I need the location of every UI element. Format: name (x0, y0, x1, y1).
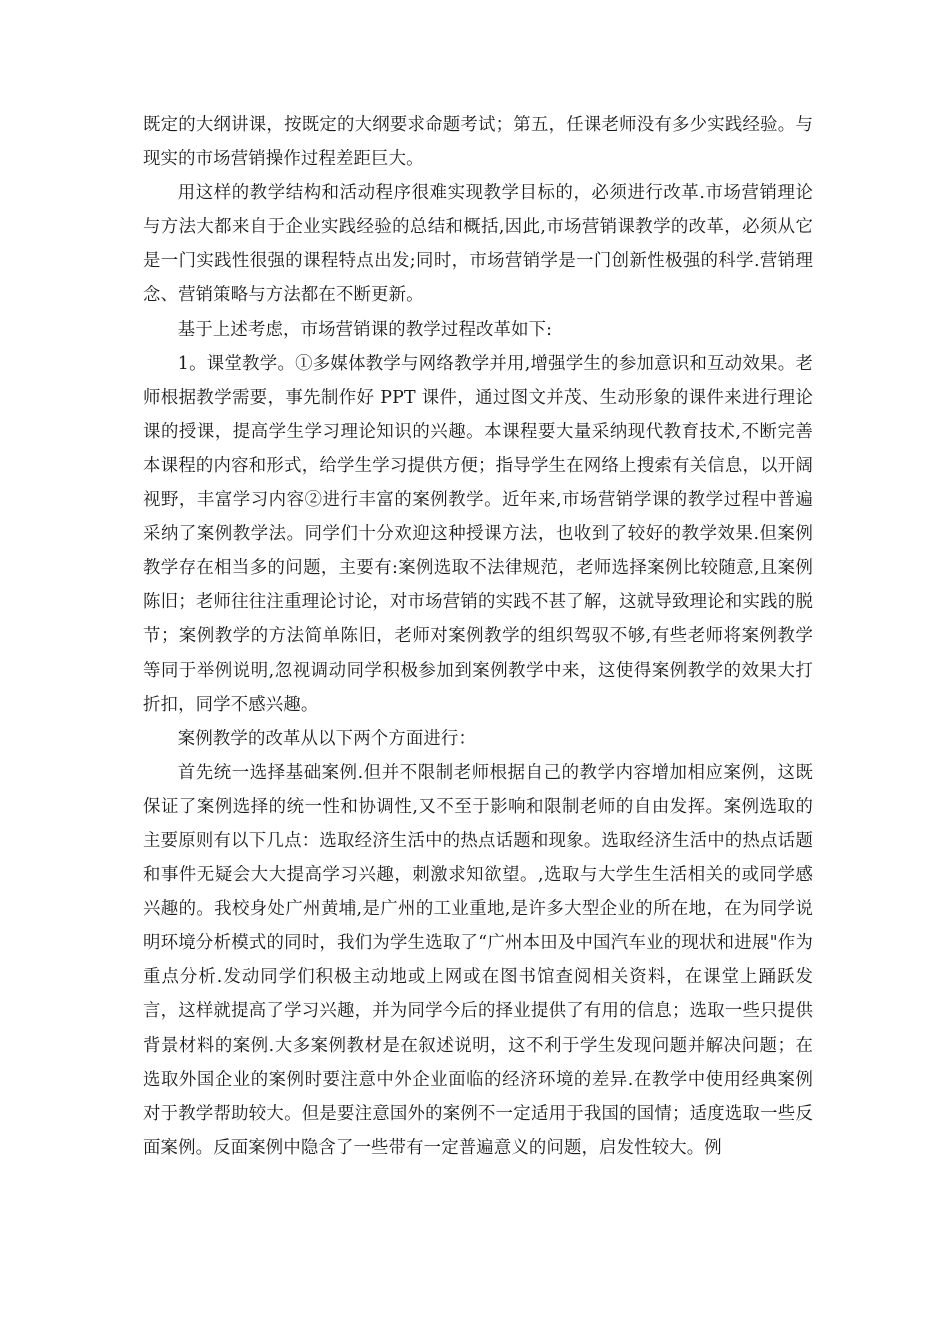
paragraph-5: 案例教学的改革从以下两个方面进行： (177, 728, 476, 749)
paragraph-6: 首先统一选择基础案例.但并不限制老师根据自己的教学内容增加相应案例，这既保证了案例选择的统一性和协调性,又不至于影响和限制老师的自由发挥。案例选取的主要原则有以下几点：选取经济生活中的热点话题和现象。选取经济生活中的热点话题和事件无疑会大大提高学习兴趣，刺激求知欲望。,选取与大学生生活相关的或同学感兴趣的。我校身处广州黄埔,是广州的工业重地,是许多大型企业的所在地，在为同学说明环境分析模式的同时，我们为学生选取了“广州本田及中国汽车业的现状和进展"作为重点分析.发动同学们积极主动地或上网或在图书馆查阅相关资料，在课堂上踊跃发言，这样就提高了学习兴趣，并为同学今后的择业提供了有用的信息；选取一些只提供背景材料的案例.大多案例教材是在叙述说明，这不利于学生发现问题并解决问题；在选取外国企业的案例时要注意中外企业面临的经济环境的差异.在教学中使用经典案例对于教学帮助较大。但是要注意国外的案例不一定适用于我国的国情；适度选取一些反面案例。反面案例中隐含了一些带有一定普遍意义的问题，启发性较大。例 (143, 762, 813, 1158)
document-body (143, 108, 813, 1165)
paragraph-3: 基于上述考虑，市场营销课的教学过程改革如下: (177, 319, 553, 340)
paragraph-4: 1。课堂教学。①多媒体教学与网络教学并用,增强学生的参加意识和互动效果。老师根据教学需要，事先制作好 PPT 课件，通过图文并茂、生动形象的课件来进行理论课的授课，提高学生学习理论知识的兴趣。本课程要大量采纳现代教育技术,不断完善本课程的内容和形式，给学生学习提供方便；指导学生在网络上搜索有关信息，以开阔视野，丰富学习内容②进行丰富的案例教学。近年来,市场营销学课的教学过程中普遍采纳了案例教学法。同学们十分欢迎这种授课方法，也收到了较好的教学效果.但案例教学存在相当多的问题，主要有:案例选取不法律规范，老师选择案例比较随意,且案例陈旧；老师往往注重理论讨论，对市场营销的实践不甚了解，这就导致理论和实践的脱节；案例教学的方法简单陈旧，老师对案例教学的组织驾驭不够,有些老师将案例教学等同于举例说明,忽视调动同学积极参加到案例教学中来，这使得案例教学的效果大打折扣，同学不感兴趣。 (143, 353, 813, 715)
paragraph-1: 既定的大纲讲课，按既定的大纲要求命题考试；第五，任课老师没有多少实践经验。与现实的市场营销操作过程差距巨大。 (143, 115, 813, 170)
paragraph-2: 用这样的教学结构和活动程序很难实现教学目标的，必须进行改革.市场营销理论与方法大都来自于企业实践经验的总结和概括,因此,市场营销课教学的改革，必须从它是一门实践性很强的课程特点出发;同时，市场营销学是一门创新性极强的科学.营销理念、营销策略与方法都在不断更新。 (143, 183, 813, 306)
